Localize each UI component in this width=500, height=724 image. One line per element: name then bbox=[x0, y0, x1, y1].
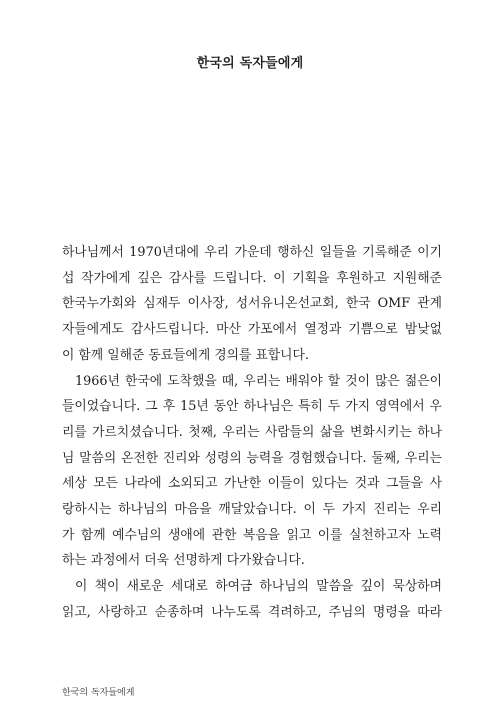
text-line: 들이었습니다. 그 후 15년 동안 하나님은 특히 두 가지 영역에서 우 bbox=[62, 399, 442, 415]
text-line: 읽고, 사랑하고 순종하며 나누도록 격려하고, 주님의 명령을 따라 bbox=[62, 604, 442, 620]
running-footer: 한국의 독자들에게 bbox=[62, 688, 135, 698]
text-line: 하는 과정에서 더욱 선명하게 다가왔습니다. bbox=[62, 553, 305, 569]
body-text bbox=[62, 240, 442, 626]
text-line: 한국누가회와 심재두 이사장, 성서유니온선교회, 한국 OMF 관계 bbox=[62, 296, 442, 312]
text-line: 가 함께 예수님의 생애에 관한 복음을 읽고 이를 실천하고자 노력 bbox=[62, 527, 442, 543]
text-line: 세상 모든 나라에 소외되고 가난한 이들이 있다는 것과 그들을 사 bbox=[62, 476, 442, 492]
text-line: 랑하시는 하나님의 마음을 깨달았습니다. 이 두 가지 진리는 우리 bbox=[62, 502, 442, 518]
text-line: 1966년 한국에 도착했을 때, 우리는 배워야 할 것이 많은 젊은이 bbox=[75, 373, 442, 389]
text-line: 이 책이 새로운 세대로 하여금 하나님의 말씀을 깊이 묵상하며 bbox=[75, 579, 442, 595]
text-line: 이 함께 일해준 동료들에게 경의를 표합니다. bbox=[62, 347, 309, 363]
text-line: 자들에게도 감사드립니다. 마산 가포에서 열정과 기쁨으로 밤낮없 bbox=[62, 322, 442, 338]
text-line: 리를 가르치셨습니다. 첫째, 우리는 사람들의 삶을 변화시키는 하나 bbox=[62, 424, 442, 440]
text-line: 하나님께서 1970년대에 우리 가운데 행하신 일들을 기록해준 이기 bbox=[62, 245, 442, 260]
text-line: 섭 작가에게 깊은 감사를 드립니다. 이 기획을 후원하고 지원해준 bbox=[62, 270, 442, 286]
page-title: 한국의 독자들에게 bbox=[196, 56, 304, 71]
text-line: 님 말씀의 온전한 진리와 성령의 능력을 경험했습니다. 둘째, 우리는 bbox=[62, 450, 442, 466]
